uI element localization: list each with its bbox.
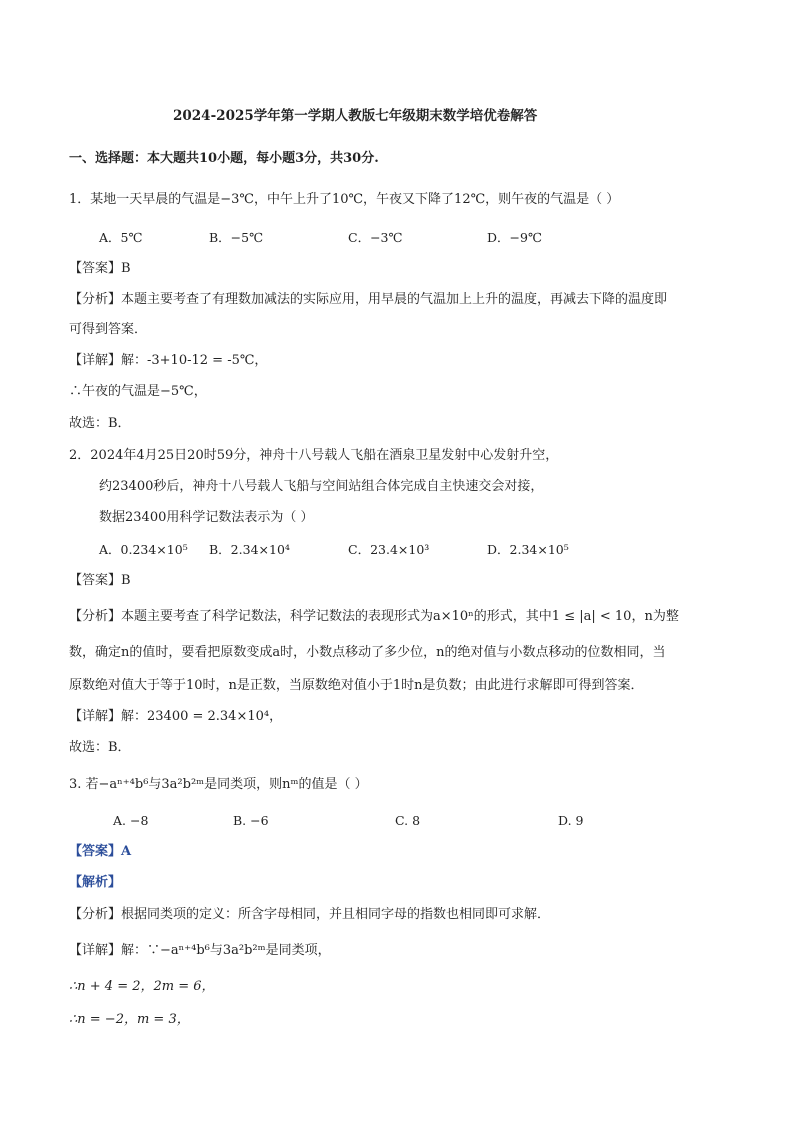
- q1-analysis-line2: 可得到答案．: [69, 322, 148, 337]
- q3-option-d: D. 9: [558, 813, 584, 828]
- q2-analysis-line1: 【分析】本题主要考查了科学记数法，科学记数法的表现形式为a×10ⁿ的形式，其中1 ≤ |a| < 10，n为整: [69, 609, 679, 624]
- q3-jiexi: 【解析】: [69, 875, 122, 890]
- q1-conclusion: ∴午夜的气温是−5℃，: [69, 384, 207, 399]
- q1-detail: 【详解】解：-3+10-12 = -5℃，: [69, 353, 268, 368]
- q3-stem: 3. 若−aⁿ⁺⁴b⁶与3a²b²ᵐ是同类项，则nᵐ的值是（ ）: [69, 777, 368, 792]
- q2-option-c: C．23.4×10³: [348, 542, 430, 557]
- q3-answer: 【答案】A: [69, 844, 132, 859]
- q2-stem-line1: 2．2024年4月25日20时59分，神舟十八号载人飞船在酒泉卫星发射中心发射升空，: [69, 448, 559, 463]
- q1-option-b: B．−5℃: [209, 230, 264, 245]
- q2-option-d: D．2.34×10⁵: [487, 542, 569, 557]
- q3-step2: ∴n = −2，m = 3，: [69, 1012, 190, 1027]
- q1-answer: 【答案】B: [69, 261, 131, 276]
- q1-option-c: C．−3℃: [348, 230, 403, 245]
- q1-option-d: D．−9℃: [487, 230, 542, 245]
- q2-choice: 故选：B．: [69, 740, 131, 755]
- q3-step1: ∴n + 4 = 2，2m = 6，: [69, 979, 215, 994]
- q2-stem-line3: 数据23400用科学记数法表示为（ ）: [99, 510, 314, 525]
- section-heading: 一、选择题：本大题共10小题，每小题3分，共30分.: [69, 151, 379, 166]
- q3-option-c: C. 8: [395, 813, 421, 828]
- q3-option-a: A. −8: [113, 813, 149, 828]
- q2-option-a: A．0.234×10⁵: [99, 542, 188, 557]
- q2-detail: 【详解】解：23400 = 2.34×10⁴，: [69, 709, 283, 724]
- q2-analysis-line2: 数，确定n的值时，要看把原数变成a时，小数点移动了多少位，n的绝对值与小数点移动的位数相同，当: [69, 645, 666, 660]
- q2-analysis-line3: 原数绝对值大于等于10时，n是正数，当原数绝对值小于1时n是负数；由此进行求解即可得到答案．: [69, 678, 644, 693]
- q1-stem: 1．某地一天早晨的气温是−3℃，中午上升了10℃，午夜又下降了12℃，则午夜的气温是（ ）: [69, 192, 620, 207]
- q3-analysis: 【分析】根据同类项的定义：所含字母相同，并且相同字母的指数也相同即可求解．: [69, 907, 551, 922]
- q1-analysis-line1: 【分析】本题主要考查了有理数加减法的实际应用，用早晨的气温加上上升的温度，再减去下降的温度即: [69, 292, 668, 307]
- q1-choice: 故选：B．: [69, 416, 131, 431]
- q1-option-a: A．5℃: [99, 230, 143, 245]
- q3-detail: 【详解】解：∵−aⁿ⁺⁴b⁶与3a²b²ᵐ是同类项，: [69, 943, 331, 958]
- page-title: 2024-2025学年第一学期人教版七年级期末数学培优卷解答: [173, 108, 538, 124]
- q3-option-b: B. −6: [233, 813, 269, 828]
- q2-option-b: B．2.34×10⁴: [209, 542, 290, 557]
- q2-answer: 【答案】B: [69, 573, 131, 588]
- q2-stem-line2: 约23400秒后，神舟十八号载人飞船与空间站组合体完成自主快速交会对接，: [99, 479, 544, 494]
